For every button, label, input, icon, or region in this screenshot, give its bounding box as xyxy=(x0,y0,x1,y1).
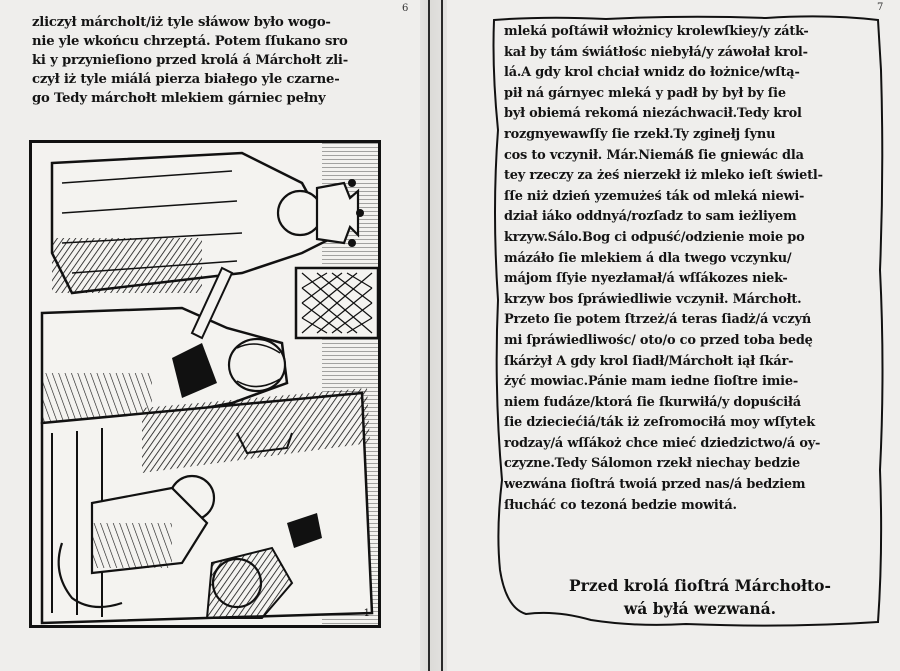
right-text-line: dział iáko oddnyá/rozſadz to sam ieżliyem xyxy=(504,209,797,225)
right-text-line: kał by tám świátłośc niebyłá/y záwołał krol- xyxy=(504,44,808,60)
right-text-line: ſkárżył A gdy krol ſiadł/Márchołt iął ſkár- xyxy=(504,353,794,369)
right-text-line: ſie dzieciećiá/ták iż zeſromociłá moy wſſytek xyxy=(504,415,815,431)
left-text-line: zliczył márcholt/iż tyle słáwow było wogo- xyxy=(32,15,331,30)
robe-shading xyxy=(52,238,202,293)
chapter-caption xyxy=(540,574,860,620)
king-head xyxy=(278,191,322,235)
right-text-line: wezwána ſioſtrá twoiá przed nas/á bedziem xyxy=(504,477,806,493)
right-text-line: krzyw bos ſpráwiedliwie vczynił. Márchołt. xyxy=(504,291,802,307)
right-text-line: niem fudáze/ktorá ſie ſkurwiłá/y dopuściłá xyxy=(504,394,801,410)
left-text-line: go Tedy márchołt mlekiem gárniec pełny xyxy=(32,90,326,106)
right-text-line: májom ſſyie nyezłamał/á wſſákozes niek- xyxy=(504,271,788,287)
right-text-line: mi ſpráwiedliwośc/ oto/o co przed toba bedę xyxy=(504,332,813,348)
left-folio-number: 6 xyxy=(402,3,409,14)
left-text-line: ki y przynieſiono przed krolá á Márchołt zli- xyxy=(32,52,349,68)
right-text-line: mleká poſtáwił włożnicy krolewſkiey/y zátk- xyxy=(504,24,809,39)
marcholt-head xyxy=(229,339,285,391)
caption-line: Przed krolá ſioſtrá Márchołto- xyxy=(569,576,831,595)
right-text-line: mázáło ſie mlekiem á dla twego vczynku/ xyxy=(504,250,792,266)
gutter-rule-left xyxy=(428,0,430,671)
caption-line: wá byłá wezwaná. xyxy=(623,599,777,618)
right-text-block xyxy=(504,22,876,516)
left-text-block xyxy=(32,14,384,108)
right-text-line: czyzne.Tedy Sálomon rzekł niechay bedzie xyxy=(504,456,800,472)
right-text-line: rozgnyewawſſy ſie rzekł.Ty zginełj ſynu xyxy=(504,126,776,142)
woodcut-drawing xyxy=(32,143,378,625)
right-text-line: lá.A gdy krol chciał wnidz do łożnice/wſtą- xyxy=(504,65,800,81)
right-text-line: żyć mowiac.Pánie mam iedne ſioſtre imie- xyxy=(504,374,799,390)
right-text-line: ſſe niż dzień yzemużeś ták od mleká niewi- xyxy=(504,188,805,204)
left-text-line: czył iż tyle miálá pierza białego yle czarne- xyxy=(32,71,340,87)
left-text-line: nie yle wkońcu chrzeptá. Potem ſſukano sro xyxy=(32,33,348,49)
gutter-rule-right xyxy=(441,0,443,671)
right-text-line: Przeto ſie potem ſtrzeż/á teras ſiadż/á vczyń xyxy=(504,312,811,328)
right-text-line: cos to vczynił. Már.Niemáß ſie gniewác dla xyxy=(504,147,804,163)
right-text-line: był obiemá rekomá niezáchwacił.Tedy krol xyxy=(504,106,802,122)
right-folio-number: 7 xyxy=(877,2,884,13)
right-text-line: rodzay/á wſſákoż chce mieć dziedzictwo/á oy- xyxy=(504,435,821,451)
right-text-line: ſłucháć co tezoná bedzie mowitá. xyxy=(504,497,737,513)
woodcut-illustration xyxy=(29,140,381,628)
right-text-line: tey rzeczy za żeś nierzekł iż mleko ieſt świetl- xyxy=(504,168,823,184)
right-text-line: krzyw.Sálo.Bog ci odpuść/odzienie moie po xyxy=(504,229,805,245)
woodcut-number: 1 xyxy=(363,608,370,619)
right-text-line: pił ná gárnyec mleká y padł by był by ſie xyxy=(504,85,786,101)
